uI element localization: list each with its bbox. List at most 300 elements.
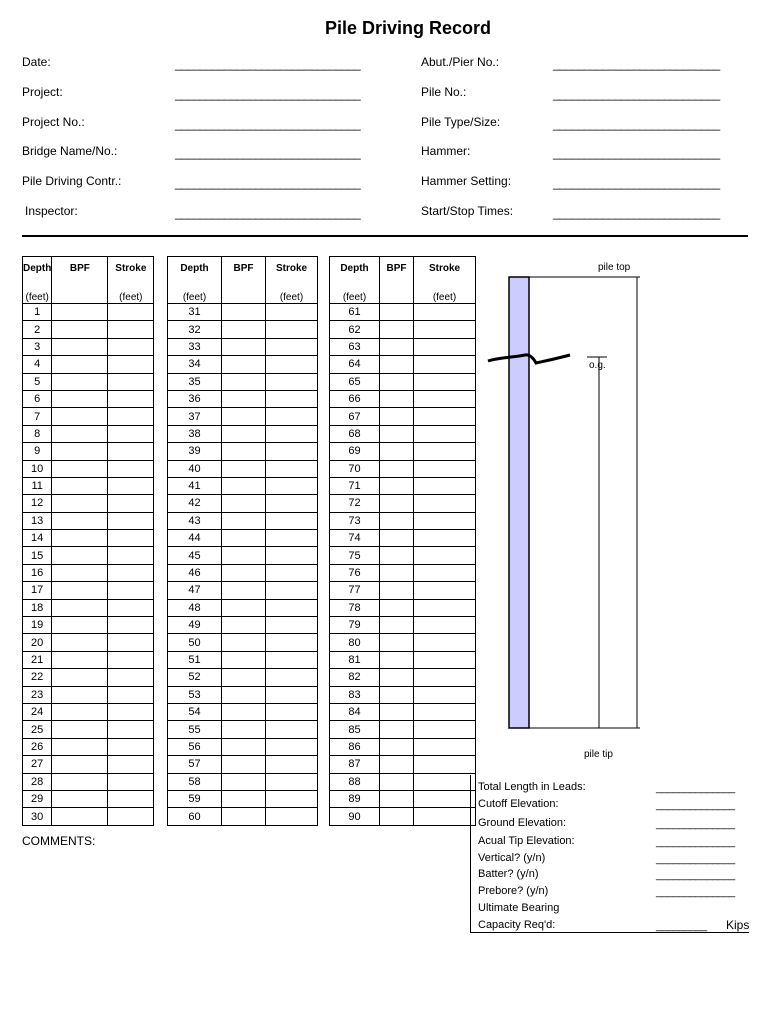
depth-table <box>22 256 154 826</box>
depth-cell: 20 <box>23 634 52 651</box>
bpf-cell[interactable] <box>380 390 414 407</box>
stroke-cell[interactable] <box>266 425 318 442</box>
depth-cell: 77 <box>330 582 380 599</box>
summary-input-line[interactable]: ______________ <box>656 886 735 898</box>
table-row <box>168 425 318 442</box>
stroke-cell[interactable] <box>108 338 154 355</box>
stroke-cell[interactable] <box>414 373 476 390</box>
stroke-cell[interactable] <box>266 321 318 338</box>
depth-cell: 60 <box>168 808 222 825</box>
bpf-cell[interactable] <box>222 686 266 703</box>
bpf-cell[interactable] <box>222 564 266 581</box>
stroke-cell[interactable] <box>414 738 476 755</box>
stroke-cell[interactable] <box>266 408 318 425</box>
header-input-line[interactable]: ___________________________ <box>553 117 720 131</box>
stroke-cell[interactable] <box>266 356 318 373</box>
stroke-cell[interactable] <box>266 808 318 825</box>
table-row <box>330 321 476 338</box>
stroke-cell[interactable] <box>414 686 476 703</box>
bpf-cell[interactable] <box>380 721 414 738</box>
bpf-cell[interactable] <box>380 304 414 321</box>
depth-cell: 25 <box>23 721 52 738</box>
stroke-cell[interactable] <box>266 495 318 512</box>
table-row <box>330 564 476 581</box>
bpf-cell[interactable] <box>52 512 108 529</box>
table-row <box>168 773 318 790</box>
stroke-cell[interactable] <box>414 773 476 790</box>
table-row <box>330 425 476 442</box>
table-row <box>168 547 318 564</box>
table-row <box>23 304 154 321</box>
stroke-cell[interactable] <box>414 703 476 720</box>
stroke-cell[interactable] <box>108 634 154 651</box>
bpf-cell[interactable] <box>222 582 266 599</box>
summary-input-line[interactable]: ______________ <box>656 869 735 881</box>
summary-input-line[interactable]: ______________ <box>656 782 735 794</box>
stroke-cell[interactable] <box>414 721 476 738</box>
stroke-cell[interactable] <box>414 495 476 512</box>
stroke-cell[interactable] <box>266 634 318 651</box>
bpf-cell[interactable] <box>380 425 414 442</box>
stroke-cell[interactable] <box>108 530 154 547</box>
bpf-cell[interactable] <box>52 651 108 668</box>
table-row <box>330 738 476 755</box>
stroke-cell[interactable] <box>414 477 476 494</box>
depth-cell: 61 <box>330 304 380 321</box>
depth-cell: 74 <box>330 530 380 547</box>
bpf-cell[interactable] <box>380 773 414 790</box>
depth-cell: 13 <box>23 512 52 529</box>
stroke-cell[interactable] <box>108 773 154 790</box>
depth-header: Depth <box>330 257 380 280</box>
bpf-cell[interactable] <box>380 738 414 755</box>
stroke-cell[interactable] <box>414 756 476 773</box>
table-row <box>168 790 318 807</box>
depth-cell: 18 <box>23 599 52 616</box>
stroke-cell[interactable] <box>414 390 476 407</box>
stroke-cell[interactable] <box>108 582 154 599</box>
stroke-cell[interactable] <box>414 460 476 477</box>
bpf-cell[interactable] <box>222 738 266 755</box>
table-row <box>330 651 476 668</box>
bpf-cell[interactable] <box>52 564 108 581</box>
depth-cell: 49 <box>168 617 222 634</box>
table-row <box>23 686 154 703</box>
stroke-cell[interactable] <box>108 651 154 668</box>
table-row <box>168 703 318 720</box>
bpf-cell[interactable] <box>52 547 108 564</box>
depth-cell: 24 <box>23 703 52 720</box>
stroke-cell[interactable] <box>414 321 476 338</box>
header-label: Abut./Pier No.: <box>421 55 500 69</box>
depth-cell: 44 <box>168 530 222 547</box>
table-row <box>330 373 476 390</box>
pile-top-label: pile top <box>598 262 631 273</box>
header-input-line[interactable]: ___________________________ <box>553 176 720 190</box>
table-row <box>330 703 476 720</box>
stroke-cell[interactable] <box>108 373 154 390</box>
stroke-cell[interactable] <box>108 738 154 755</box>
bpf-cell[interactable] <box>380 512 414 529</box>
stroke-cell[interactable] <box>414 599 476 616</box>
summary-input-line[interactable]: ______________ <box>656 853 735 865</box>
stroke-cell[interactable] <box>266 599 318 616</box>
bpf-cell[interactable] <box>52 599 108 616</box>
stroke-cell[interactable] <box>266 338 318 355</box>
header-label: Pile Type/Size: <box>421 115 501 129</box>
bpf-cell[interactable] <box>52 617 108 634</box>
bpf-cell[interactable] <box>222 703 266 720</box>
table-row <box>330 547 476 564</box>
stroke-cell[interactable] <box>108 599 154 616</box>
stroke-cell[interactable] <box>266 790 318 807</box>
stroke-cell[interactable] <box>108 686 154 703</box>
depth-cell: 71 <box>330 477 380 494</box>
bpf-cell[interactable] <box>380 582 414 599</box>
stroke-cell[interactable] <box>108 721 154 738</box>
bpf-cell[interactable] <box>222 547 266 564</box>
bpf-cell[interactable] <box>222 790 266 807</box>
stroke-cell[interactable] <box>414 669 476 686</box>
bpf-cell[interactable] <box>52 669 108 686</box>
stroke-cell[interactable] <box>108 756 154 773</box>
header-input-line[interactable]: ___________________________ <box>553 146 720 160</box>
table-row <box>23 443 154 460</box>
bpf-cell[interactable] <box>222 321 266 338</box>
stroke-cell[interactable] <box>414 425 476 442</box>
stroke-cell[interactable] <box>108 321 154 338</box>
depth-cell: 34 <box>168 356 222 373</box>
stroke-cell[interactable] <box>414 790 476 807</box>
unit-label: (feet) <box>168 279 222 304</box>
blank-header <box>222 279 266 304</box>
stroke-cell[interactable] <box>108 669 154 686</box>
header-input-line[interactable]: ______________________________ <box>175 176 361 190</box>
bpf-cell[interactable] <box>52 373 108 390</box>
table-row <box>23 756 154 773</box>
bpf-cell[interactable] <box>222 773 266 790</box>
stroke-cell[interactable] <box>108 703 154 720</box>
stroke-cell[interactable] <box>108 390 154 407</box>
bpf-cell[interactable] <box>52 408 108 425</box>
depth-cell: 59 <box>168 790 222 807</box>
summary-input-line[interactable]: ______________ <box>656 799 735 811</box>
depth-cell: 90 <box>330 808 380 825</box>
stroke-cell[interactable] <box>414 582 476 599</box>
bpf-cell[interactable] <box>52 808 108 825</box>
stroke-cell[interactable] <box>108 512 154 529</box>
table-row <box>168 390 318 407</box>
bpf-cell[interactable] <box>52 790 108 807</box>
bpf-cell[interactable] <box>52 338 108 355</box>
stroke-cell[interactable] <box>414 356 476 373</box>
blank-header <box>380 279 414 304</box>
pile-tip-label: pile tip <box>584 749 613 760</box>
bpf-cell[interactable] <box>52 390 108 407</box>
bpf-cell[interactable] <box>52 495 108 512</box>
depth-cell: 8 <box>23 425 52 442</box>
bpf-cell[interactable] <box>380 547 414 564</box>
bpf-cell[interactable] <box>222 617 266 634</box>
stroke-cell[interactable] <box>414 547 476 564</box>
table-row <box>23 564 154 581</box>
table-row <box>168 443 318 460</box>
bpf-cell[interactable] <box>380 443 414 460</box>
depth-cell: 27 <box>23 756 52 773</box>
depth-cell: 40 <box>168 460 222 477</box>
bpf-cell[interactable] <box>222 669 266 686</box>
bpf-cell[interactable] <box>380 408 414 425</box>
stroke-cell[interactable] <box>414 512 476 529</box>
bpf-cell[interactable] <box>380 599 414 616</box>
bpf-cell[interactable] <box>222 721 266 738</box>
stroke-cell[interactable] <box>266 738 318 755</box>
stroke-cell[interactable] <box>266 373 318 390</box>
stroke-cell[interactable] <box>266 443 318 460</box>
bpf-cell[interactable] <box>222 651 266 668</box>
stroke-cell[interactable] <box>266 703 318 720</box>
bpf-cell[interactable] <box>52 321 108 338</box>
bpf-cell[interactable] <box>380 808 414 825</box>
depth-cell: 78 <box>330 599 380 616</box>
depth-cell: 39 <box>168 443 222 460</box>
bpf-cell[interactable] <box>222 808 266 825</box>
stroke-cell[interactable] <box>266 582 318 599</box>
table-row <box>23 721 154 738</box>
stroke-cell[interactable] <box>414 530 476 547</box>
stroke-cell[interactable] <box>266 773 318 790</box>
comments-label: COMMENTS: <box>22 834 96 848</box>
summary-label: Vertical? (y/n) <box>478 852 546 864</box>
header-label: Date: <box>22 55 51 69</box>
depth-cell: 16 <box>23 564 52 581</box>
stroke-cell[interactable] <box>414 808 476 825</box>
bpf-cell[interactable] <box>52 703 108 720</box>
bpf-cell[interactable] <box>52 443 108 460</box>
bpf-cell[interactable] <box>52 460 108 477</box>
table-row <box>168 356 318 373</box>
bpf-cell[interactable] <box>52 738 108 755</box>
bpf-cell[interactable] <box>52 686 108 703</box>
bpf-cell[interactable] <box>52 634 108 651</box>
table-row <box>23 634 154 651</box>
depth-cell: 42 <box>168 495 222 512</box>
table-row <box>168 477 318 494</box>
stroke-cell[interactable] <box>414 634 476 651</box>
og-label: o.g. <box>589 360 606 371</box>
bpf-cell[interactable] <box>380 460 414 477</box>
bpf-cell[interactable] <box>380 790 414 807</box>
stroke-cell[interactable] <box>266 651 318 668</box>
stroke-cell[interactable] <box>108 808 154 825</box>
depth-cell: 63 <box>330 338 380 355</box>
table-row <box>168 321 318 338</box>
stroke-cell[interactable] <box>414 651 476 668</box>
stroke-cell[interactable] <box>108 547 154 564</box>
depth-cell: 66 <box>330 390 380 407</box>
bpf-cell[interactable] <box>380 338 414 355</box>
bpf-cell[interactable] <box>380 651 414 668</box>
stroke-cell[interactable] <box>414 617 476 634</box>
stroke-cell[interactable] <box>266 304 318 321</box>
table-row <box>168 756 318 773</box>
bpf-cell[interactable] <box>222 477 266 494</box>
bpf-cell[interactable] <box>52 773 108 790</box>
stroke-cell[interactable] <box>266 686 318 703</box>
depth-cell: 35 <box>168 373 222 390</box>
stroke-cell[interactable] <box>266 721 318 738</box>
bpf-cell[interactable] <box>380 669 414 686</box>
stroke-cell[interactable] <box>266 669 318 686</box>
depth-cell: 26 <box>23 738 52 755</box>
stroke-cell[interactable] <box>108 356 154 373</box>
bpf-cell[interactable] <box>222 512 266 529</box>
table-row <box>23 512 154 529</box>
stroke-cell[interactable] <box>266 512 318 529</box>
summary-label: Prebore? (y/n) <box>478 885 549 897</box>
table-row <box>23 530 154 547</box>
bpf-cell[interactable] <box>380 703 414 720</box>
bpf-cell[interactable] <box>52 721 108 738</box>
summary-input-line[interactable]: ______________ <box>656 818 735 830</box>
bpf-cell[interactable] <box>222 373 266 390</box>
stroke-cell[interactable] <box>266 477 318 494</box>
depth-cell: 22 <box>23 669 52 686</box>
stroke-cell[interactable] <box>108 460 154 477</box>
bpf-cell[interactable] <box>222 634 266 651</box>
header-input-line[interactable]: ______________________________ <box>175 206 361 220</box>
bpf-cell[interactable] <box>52 582 108 599</box>
table-row <box>168 338 318 355</box>
stroke-cell[interactable] <box>108 617 154 634</box>
stroke-cell[interactable] <box>108 790 154 807</box>
bpf-cell[interactable] <box>380 564 414 581</box>
bpf-cell[interactable] <box>222 756 266 773</box>
stroke-cell[interactable] <box>108 443 154 460</box>
bpf-cell[interactable] <box>52 356 108 373</box>
depth-cell: 69 <box>330 443 380 460</box>
stroke-cell[interactable] <box>266 547 318 564</box>
bpf-cell[interactable] <box>222 390 266 407</box>
depth-cell: 58 <box>168 773 222 790</box>
stroke-cell[interactable] <box>414 304 476 321</box>
summary-input-line[interactable]: ______________ <box>656 836 735 848</box>
page-title: Pile Driving Record <box>324 18 492 38</box>
header-input-line[interactable]: ___________________________ <box>553 57 720 71</box>
stroke-cell[interactable] <box>266 617 318 634</box>
summary-label: Ultimate Bearing <box>478 902 560 914</box>
bpf-cell[interactable] <box>380 321 414 338</box>
summary-label: Ground Elevation: <box>478 817 567 829</box>
table-row <box>168 651 318 668</box>
bpf-cell[interactable] <box>380 634 414 651</box>
depth-cell: 5 <box>23 373 52 390</box>
depth-cell: 41 <box>168 477 222 494</box>
bpf-cell[interactable] <box>52 756 108 773</box>
table-row <box>23 703 154 720</box>
stroke-cell[interactable] <box>414 564 476 581</box>
bpf-cell[interactable] <box>222 338 266 355</box>
header-input-line[interactable]: ______________________________ <box>175 146 361 160</box>
summary-input-line[interactable]: _________ <box>656 920 707 932</box>
table-row <box>330 634 476 651</box>
stroke-cell[interactable] <box>266 390 318 407</box>
header-input-line[interactable]: ___________________________ <box>553 206 720 220</box>
depth-cell: 56 <box>168 738 222 755</box>
bpf-cell[interactable] <box>380 686 414 703</box>
bpf-cell[interactable] <box>222 425 266 442</box>
table-row <box>23 338 154 355</box>
stroke-cell[interactable] <box>108 477 154 494</box>
stroke-cell[interactable] <box>266 460 318 477</box>
stroke-cell[interactable] <box>414 408 476 425</box>
table-row <box>330 390 476 407</box>
bpf-cell[interactable] <box>380 756 414 773</box>
bpf-cell[interactable] <box>380 495 414 512</box>
summary-label: Capacity Req'd: <box>478 919 556 931</box>
bpf-cell[interactable] <box>222 530 266 547</box>
table-row <box>168 460 318 477</box>
stroke-cell[interactable] <box>108 425 154 442</box>
bpf-cell[interactable] <box>222 460 266 477</box>
bpf-cell[interactable] <box>222 356 266 373</box>
unit-label: (feet) <box>330 279 380 304</box>
bpf-cell[interactable] <box>52 304 108 321</box>
bpf-cell[interactable] <box>380 477 414 494</box>
depth-cell: 10 <box>23 460 52 477</box>
stroke-cell[interactable] <box>108 408 154 425</box>
stroke-cell[interactable] <box>266 530 318 547</box>
header-input-line[interactable]: ______________________________ <box>175 87 361 101</box>
bpf-cell[interactable] <box>52 477 108 494</box>
stroke-cell[interactable] <box>108 564 154 581</box>
stroke-cell[interactable] <box>108 495 154 512</box>
stroke-header: Stroke <box>414 257 476 280</box>
header-input-line[interactable]: ______________________________ <box>175 117 361 131</box>
table-row <box>168 738 318 755</box>
stroke-cell[interactable] <box>414 338 476 355</box>
table-row <box>23 582 154 599</box>
bpf-cell[interactable] <box>380 617 414 634</box>
stroke-cell[interactable] <box>108 304 154 321</box>
bpf-cell[interactable] <box>222 408 266 425</box>
depth-cell: 53 <box>168 686 222 703</box>
depth-cell: 70 <box>330 460 380 477</box>
bpf-cell[interactable] <box>52 530 108 547</box>
depth-cell: 72 <box>330 495 380 512</box>
stroke-cell[interactable] <box>414 443 476 460</box>
header-input-line[interactable]: ______________________________ <box>175 57 361 71</box>
header-input-line[interactable]: ___________________________ <box>553 87 720 101</box>
bpf-cell[interactable] <box>380 373 414 390</box>
bpf-cell[interactable] <box>222 495 266 512</box>
bpf-cell[interactable] <box>222 443 266 460</box>
table-row <box>168 530 318 547</box>
bpf-cell[interactable] <box>52 425 108 442</box>
table-row <box>23 738 154 755</box>
table-row <box>23 356 154 373</box>
depth-cell: 38 <box>168 425 222 442</box>
bpf-cell[interactable] <box>380 356 414 373</box>
bpf-cell[interactable] <box>380 530 414 547</box>
header-label: Inspector: <box>25 204 78 218</box>
stroke-cell[interactable] <box>266 564 318 581</box>
bpf-cell[interactable] <box>222 599 266 616</box>
stroke-cell[interactable] <box>266 756 318 773</box>
table-row <box>330 582 476 599</box>
table-row <box>168 599 318 616</box>
bpf-cell[interactable] <box>222 304 266 321</box>
